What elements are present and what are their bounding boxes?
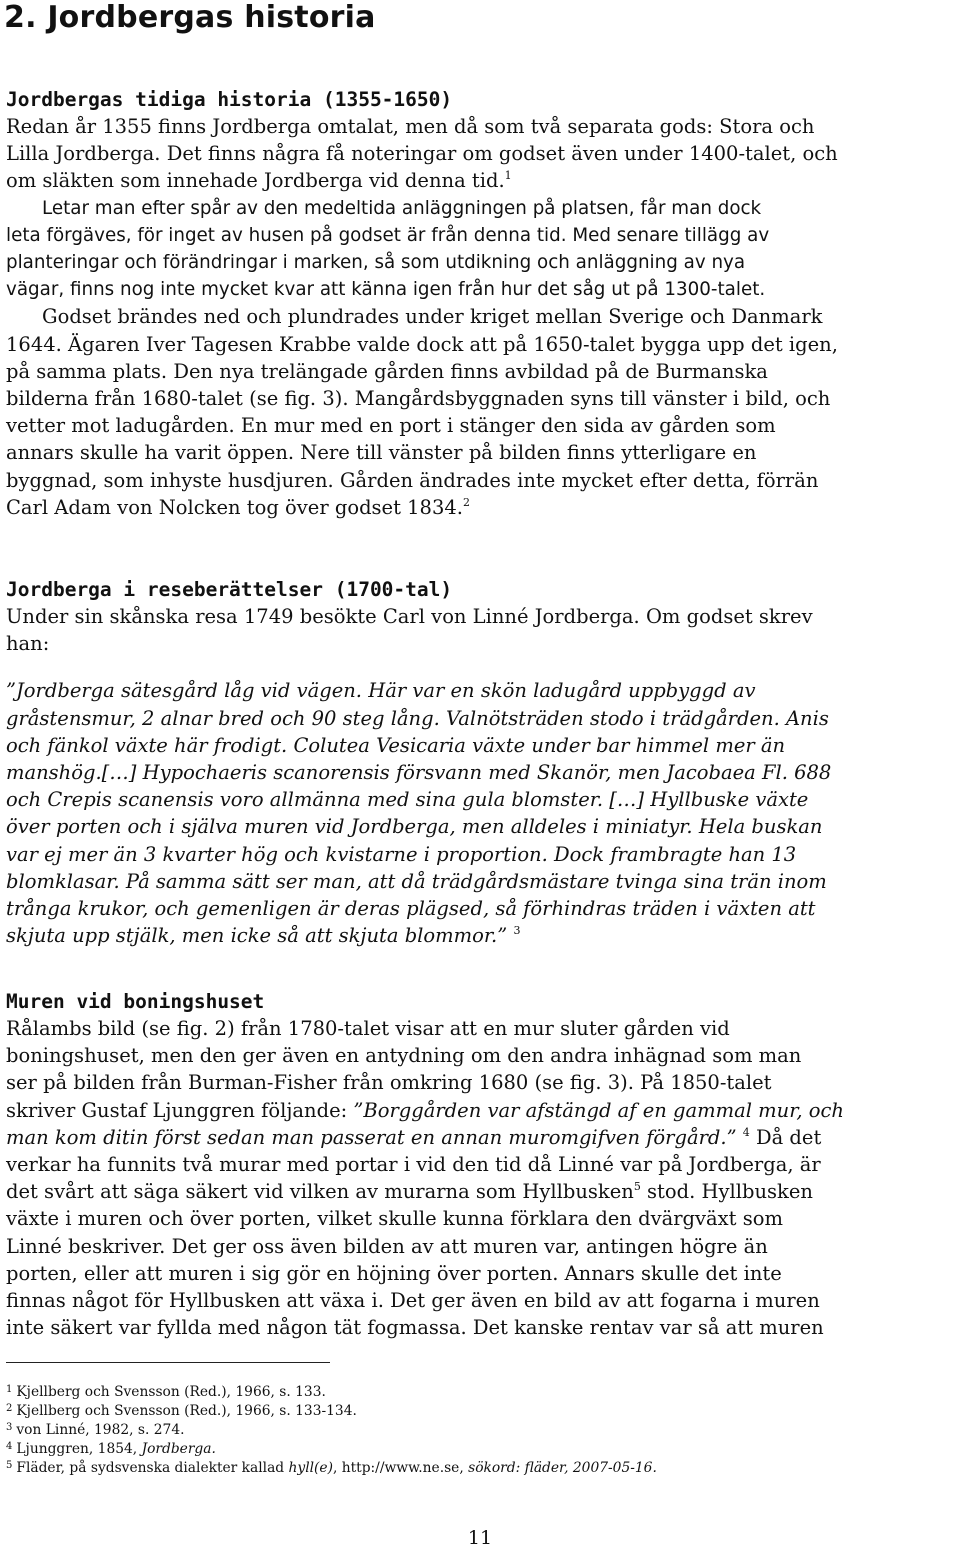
text-run: stod. Hyllbusken — [640, 1180, 813, 1204]
quote-line — [6, 922, 958, 949]
footnote-text: Kjellberg och Svensson (Red.), 1966, s. 133-134. — [16, 1403, 357, 1419]
footnote-number: 4 — [6, 1441, 13, 1452]
section-heading: Muren vid boningshuset — [6, 990, 265, 1013]
section-heading: Jordberga i reseberättelser (1700-tal) — [6, 578, 453, 601]
paragraph-line: annars skulle ha varit öppen. Nere till vänster på bilden finns ytterligare en — [6, 441, 757, 465]
paragraph-line: han: — [6, 632, 50, 656]
paragraph-line: finnas något för Hyllbusken att växa i. Det ger även en bild av att fogarna i muren — [6, 1289, 820, 1313]
quote-line: gråstensmur, 2 alnar bred och 90 steg lång. Valnötsträden stodo i trädgården. Anis — [6, 706, 829, 730]
paragraph-line: Linné beskriver. Det ger oss även bilden av att muren var, antingen högre än — [6, 1234, 768, 1258]
quote-line: över porten och i själva muren vid Jordberga, men alldeles i miniatyr. Hela buskan — [6, 815, 823, 839]
footnote-number: 3 — [6, 1422, 13, 1433]
paragraph-line: byggnad, som inhyste husdjuren. Gården ändrades inte mycket efter detta, förrän — [6, 468, 819, 492]
paragraph-line: 1644. Ägaren Iver Tagesen Krabbe valde dock att på 1650-talet bygga upp det igen, — [6, 332, 838, 356]
footnote-text: Jordberga. — [141, 1441, 216, 1457]
paragraph-line — [6, 1124, 958, 1151]
paragraph-line: Godset brändes ned och plundrades under kriget mellan Sverige och Danmark — [42, 305, 823, 329]
footnote-ref[interactable]: 1 — [504, 169, 512, 183]
paragraph-line: planteringar och förändringar i marken, så som utdikning och anläggning av nya — [6, 252, 746, 274]
footnote-text: sökord: fläder, 2007-05-16. — [468, 1460, 657, 1476]
section-travel-accounts — [6, 576, 958, 949]
text-run: leta förgäves, för inget av husen på godset är från denna tid. — [6, 224, 567, 246]
quote-line: och fänkol växte här frodigt. Colutea Vesicaria växte under bar himmel mer än — [6, 733, 786, 757]
quote-line: blomklasar. På samma sätt ser man, att då trädgårdsmästare tvinga sina trän inom — [6, 869, 827, 893]
quote-line: manshög.[…] Hypochaeris scanorensis försvann med Skanör, men Jacobaea Fl. 688 — [6, 761, 832, 785]
paragraph-line: ser på bilden från Burman-Fisher från omkring 1680 (se fig. 3). På 1850-talet — [6, 1071, 772, 1095]
quote-line: var ej mer än 3 kvarter hög och kvistarne i proportion. Dock frambragte han 13 — [6, 842, 797, 866]
paragraph-line: verkar ha funnits två murar med portar i vid den tid då Linné var på Jordberga, är — [6, 1153, 821, 1177]
footnote-text: von Linné, 1982, s. 274. — [16, 1422, 185, 1438]
paragraph-line: växte i muren och över porten, vilket skulle kunna förklara den dvärgväxt som — [6, 1207, 783, 1231]
footnote — [6, 1456, 956, 1479]
paragraph-line — [6, 1178, 958, 1205]
paragraph-line: Letar man efter spår av den medeltida anläggningen på platsen, får man dock — [42, 197, 762, 219]
paragraph-line: Redan år 1355 finns Jordberga omtalat, men då som två separata gods: Stora och — [6, 115, 815, 138]
text-run: Med senare tillägg av — [566, 224, 770, 246]
footnote-link[interactable]: , http://www.ne.se, — [332, 1460, 469, 1476]
footnote-ref[interactable]: 2 — [462, 495, 470, 509]
text-run: det svårt att säga säkert vid vilken av murarna som Hyllbusken — [6, 1180, 634, 1204]
quote-line: trånga krukor, och gemenligen är deras plägsed, så förhindras träden i växten att — [6, 897, 816, 921]
paragraph-line: Rålambs bild (se fig. 2) från 1780-talet visar att en mur sluter gården vid — [6, 1017, 730, 1040]
text-run: skriver Gustaf Ljunggren följande: — [6, 1098, 354, 1122]
quote-line: och Crepis scanensis voro allmänna med sina gula blomster. […] Hyllbuske växte — [6, 788, 809, 812]
paragraph-line: Lilla Jordberga. Det finns några få noteringar om godset även under 1400-talet, och — [6, 142, 838, 166]
paragraph-line: vägar, finns nog inte mycket kvar att känna igen från hur det såg ut på 1300-talet. — [6, 279, 766, 301]
paragraph-line: bilderna från 1680-talet (se fig. 3). Mangårdsbyggnaden syns till vänster i bild, och — [6, 387, 831, 411]
footnote-ref[interactable]: 5 — [633, 1180, 641, 1194]
footnote-number: 1 — [6, 1384, 13, 1395]
paragraph-line: porten, eller att muren i sig gör en höjning över porten. Annars skulle det inte — [6, 1261, 782, 1285]
paragraph-line: Under sin skånska resa 1749 besökte Carl von Linné Jordberga. Om godset skrev — [6, 605, 813, 628]
footnote-number: 5 — [6, 1460, 13, 1471]
quote-run: man kom ditin först sedan man passerat en annan muromgifven förgård.” — [6, 1125, 737, 1149]
footnote-ref[interactable]: 4 — [742, 1125, 750, 1139]
paragraph-line: boningshuset, men den ger även en antydning om den andra inhägnad som man — [6, 1044, 802, 1068]
quote-line: ”Jordberga sätesgård låg vid vägen. Här var en skön ladugård uppbyggd av — [6, 679, 756, 703]
paragraph-line: inte säkert var fyllda med någon tät fogmassa. Det kanske rentav var så att muren — [6, 1316, 824, 1340]
paragraph-line: på samma plats. Den nya trelängade gården finns avbildad på de Burmanska — [6, 359, 768, 383]
page-number: 11 — [467, 1527, 493, 1549]
paragraph-line — [6, 222, 958, 249]
paragraph-line — [6, 494, 958, 521]
quote-run: ”Borggården var afstängd af en gammal mur, och — [353, 1098, 844, 1122]
paragraph-line — [6, 167, 958, 194]
paragraph-line — [6, 1097, 958, 1124]
paragraph-line: vetter mot ladugården. En mur med en port i stänger den sida av gården som — [6, 414, 776, 438]
section-early-history — [6, 86, 958, 521]
footnote-divider — [6, 1362, 330, 1363]
page-title: 2. Jordbergas historia — [4, 0, 376, 35]
text-run: Carl Adam von Nolcken tog över godset 1834. — [6, 495, 463, 519]
footnote-text: Fläder, på sydsvenska dialekter kallad — [16, 1460, 289, 1476]
section-heading: Jordbergas tidiga historia (1355-1650) — [6, 88, 453, 111]
footnote-text: hyll(e) — [288, 1460, 333, 1476]
footnote-ref[interactable]: 3 — [513, 924, 521, 938]
text-run: skjuta upp stjälk, men icke så att skjuta blommor.” — [6, 924, 508, 948]
footnote-text: Ljunggren, 1854, — [16, 1441, 142, 1457]
text-run: Då det — [749, 1125, 822, 1149]
text-run: om släkten som innehade Jordberga vid denna tid. — [6, 169, 505, 193]
footnote-number: 2 — [6, 1403, 13, 1414]
footnote-text: Kjellberg och Svensson (Red.), 1966, s. 133. — [16, 1384, 326, 1400]
section-wall-by-house — [6, 988, 958, 1341]
